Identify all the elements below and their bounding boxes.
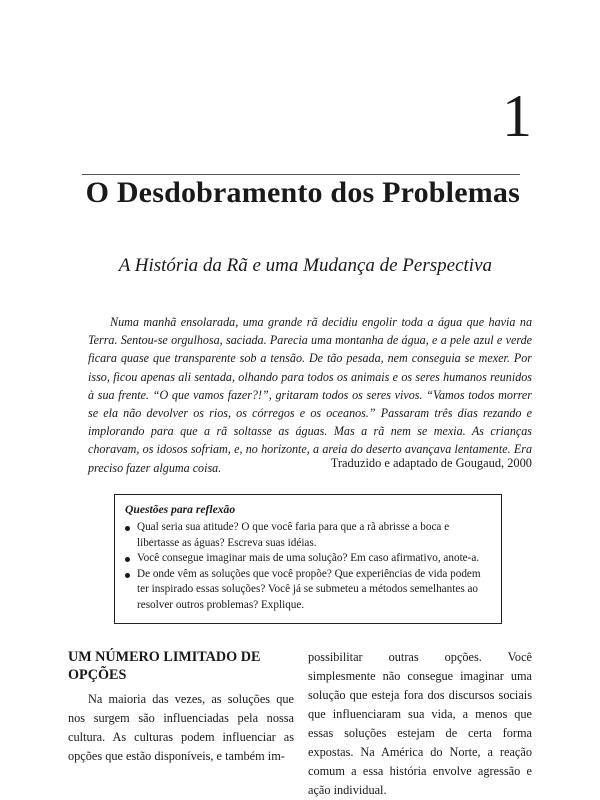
bullet-icon: [125, 573, 130, 578]
body-column-right: possibilitar outras opções. Você simplesmente não consegue imaginar uma solução que esteja fora dos discursos sociais que influenciaram sua vida, a menos que essas soluções estejam de certa forma expostas. Na América do Norte, a reação comum a essa história envolve agressão e ação individual.: [308, 650, 532, 797]
epigraph-source: Traduzido e adaptado de Gougaud, 2000: [330, 456, 532, 470]
epigraph-text: Numa manhã ensolarada, uma grande rã decidiu engolir toda a água que havia na Terra. Sentou-se orgulhosa, saciada. Parecia uma montanha de água, e a pele azul e verde ficara quase que transparente sob a tensão. De tão pesada, nem conseguia se mexer. Por isso, ficou apenas ali sentada, olhando para todos os animais e os seres humanos reunidos à sua frente. “O que vamos fazer?!”, gritaram todos os seres vivos. “Vamos todos morrer se ela não devolver os rios, os córregos e os oceanos.” Passaram três dias rezando e implorando para que a rã soltasse as águas. Mas a rã nem se mexia. As crianças choravam, os idosos sofriam, e, no horizonte, a areia do deserto avançava lentamente. Era preciso fazer alguma coisa.: [88, 315, 532, 475]
reflection-item: [125, 567, 491, 614]
reflection-box: [114, 494, 502, 624]
reflection-title: Questões para reflexão: [125, 503, 236, 516]
chapter-title: O Desdobramento dos Problemas: [85, 176, 520, 209]
chapter-subtitle: A História da Rã e uma Mudança de Perspectiva: [118, 255, 492, 276]
chapter-number: 1: [502, 83, 532, 149]
bullet-icon: [125, 557, 130, 562]
reflection-list: [125, 520, 491, 614]
body-column-left: Na maioria das vezes, as soluções que nos surgem são influenciadas pela nossa cultura. As culturas podem influenciar as opções que estão disponíveis, e também im-: [68, 692, 294, 763]
chapter-divider: [82, 174, 520, 175]
reflection-item-text: Você consegue imaginar mais de uma solução? Em caso afirmativo, anote-a.: [137, 552, 480, 565]
bullet-icon: [125, 526, 130, 531]
reflection-item: [125, 551, 491, 567]
section-heading: UM NÚMERO LIMITADO DE OPÇÕES: [68, 649, 261, 683]
reflection-item: [125, 520, 491, 551]
reflection-item-text: Qual seria sua atitude? O que você faria para que a rã abrisse a boca e libertasse as águas? Escreva suas idéias.: [137, 521, 450, 549]
reflection-item-text: De onde vêm as soluções que você propõe? Que experiências de vida podem ter inspirado essas soluções? Você já se submeteu a métodos semelhantes ao resolver outros problemas? Explique.: [137, 567, 481, 611]
